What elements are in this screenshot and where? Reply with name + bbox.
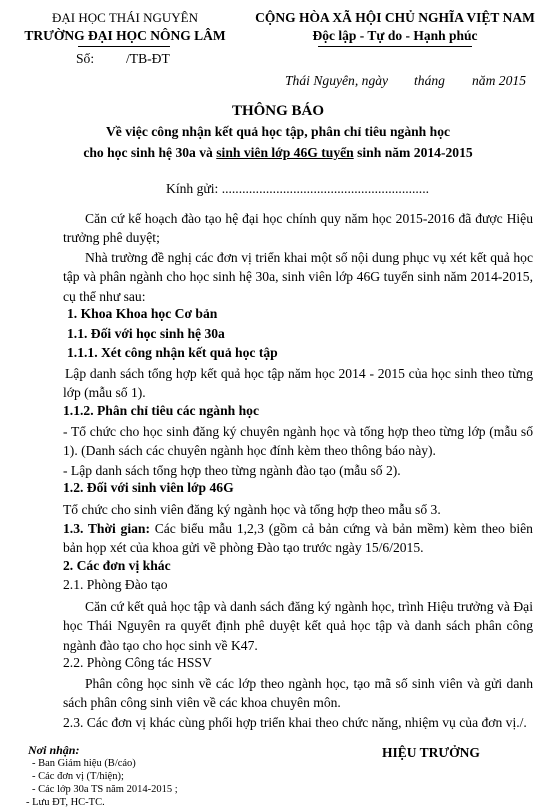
doc-number: /TB-ĐT <box>126 51 170 66</box>
section-1-2-heading: 1.2. Đối với sinh viên lớp 46G <box>63 480 234 495</box>
paragraph-time <box>63 519 533 558</box>
time-label: 1.3. Thời gian: <box>63 521 150 536</box>
recipient-item: - Ban Giám hiệu (B/cáo) <box>32 758 136 769</box>
recipient-item: - Lưu ĐT, HC-TC. <box>26 797 105 808</box>
paragraph-basis: Căn cứ kế hoạch đào tạo hệ đại học chính quy năm học 2015-2016 đã được Hiệu trưởng phê duyệt; <box>63 211 533 246</box>
paragraph-registration: - Tổ chức cho học sinh đăng ký chuyên ngành học và tổng hợp theo từng lớp (mẫu số 1). (Danh sách các chuyên ngành học đính kèm theo thông báo này). <box>63 424 533 459</box>
section-1-heading: 1. Khoa Khoa học Cơ bản <box>67 306 218 321</box>
subject-part-c: sinh năm 2014-2015 <box>353 145 473 160</box>
doc-subject-line2 <box>0 145 556 161</box>
paragraph-request: Nhà trường đề nghị các đơn vị triển khai một số nội dung phục vụ xét kết quả học tập và phân ngành cho học sinh hệ 30a, sinh viên lớp 46G tuyển sinh năm 2014-2015, cụ thể như sau: <box>63 250 533 304</box>
section-2-heading: 2. Các đơn vị khác <box>63 558 171 573</box>
paragraph-other-units: 2.3. Các đơn vị khác cùng phối hợp triển khai theo chức năng, nhiệm vụ của đơn vị./. <box>63 715 527 730</box>
section-1-1-2-heading: 1.1.2. Phân chỉ tiêu các ngành học <box>63 403 259 418</box>
school-underline <box>78 46 170 47</box>
date-place: Thái Nguyên, ngày <box>285 73 389 88</box>
subject-part-a: cho học sinh hệ 30a và <box>83 145 217 160</box>
date-month: tháng <box>414 73 445 88</box>
section-2-2-heading: 2.2. Phòng Công tác HSSV <box>63 655 212 670</box>
section-1-1-1-heading: 1.1.1. Xét công nhận kết quả học tập <box>67 345 278 360</box>
doc-subject-line1: Về việc công nhận kết quả học tập, phân chỉ tiêu ngành học <box>105 124 451 139</box>
paragraph-list: - Lập danh sách tổng hợp theo từng ngành đào tạo (mẫu số 2). <box>63 463 401 478</box>
paragraph-46g: Tổ chức cho sinh viên đăng ký ngành học và tổng hợp theo mẫu số 3. <box>63 502 441 517</box>
time-text: Các biểu mẫu 1,2,3 (gồm cả bản cứng và bản mềm) kèm theo biên bản họp xét của khoa gửi về phòng Đào tạo trước ngày 15/6/2015. <box>63 521 533 556</box>
nation-name: CỘNG HÒA XÃ HỘI CHỦ NGHĨA VIỆT NAM <box>255 10 535 25</box>
subject-part-b: sinh viên lớp 46G tuyển <box>216 145 354 160</box>
school-name: TRƯỜNG ĐẠI HỌC NÔNG LÂM <box>24 28 226 43</box>
greeting: Kính gửi: ............................................................. <box>166 181 430 196</box>
recipient-item: - Các đơn vị (T/hiện); <box>32 771 124 782</box>
motto-underline <box>318 46 472 47</box>
doc-number-label: Số: <box>76 51 95 66</box>
section-1-1-heading: 1.1. Đối với học sinh hệ 30a <box>67 326 225 341</box>
recipients-label: Nơi nhận: <box>28 743 80 757</box>
ministry-name: ĐẠI HỌC THÁI NGUYÊN <box>52 10 198 25</box>
doc-title: THÔNG BÁO <box>231 103 325 119</box>
section-2-1-heading: 2.1. Phòng Đào tạo <box>63 577 168 592</box>
paragraph-student-affairs: Phân công học sinh về các lớp theo ngành học, tạo mã số sinh viên và gửi danh sách phân công sinh viên về các khoa chuyên môn. <box>63 676 533 711</box>
recipient-item: - Các lớp 30a TS năm 2014-2015 ; <box>32 784 178 795</box>
date-year: năm 2015 <box>472 73 526 88</box>
motto: Độc lập - Tự do - Hạnh phúc <box>312 28 478 43</box>
paragraph-results: Lập danh sách tổng hợp kết quả học tập năm học 2014 - 2015 của học sinh theo từng lớp (mẫu số 1). <box>63 366 533 401</box>
paragraph-training-office: Căn cứ kết quả học tập và danh sách đăng ký ngành học, trình Hiệu trưởng và Đại học Thái Nguyên ra quyết định phê duyệt kết quả học tập và danh sách phân công ngành đào tạo cho học sinh về K47. <box>63 599 533 653</box>
signer-title: HIỆU TRƯỞNG <box>382 745 480 760</box>
